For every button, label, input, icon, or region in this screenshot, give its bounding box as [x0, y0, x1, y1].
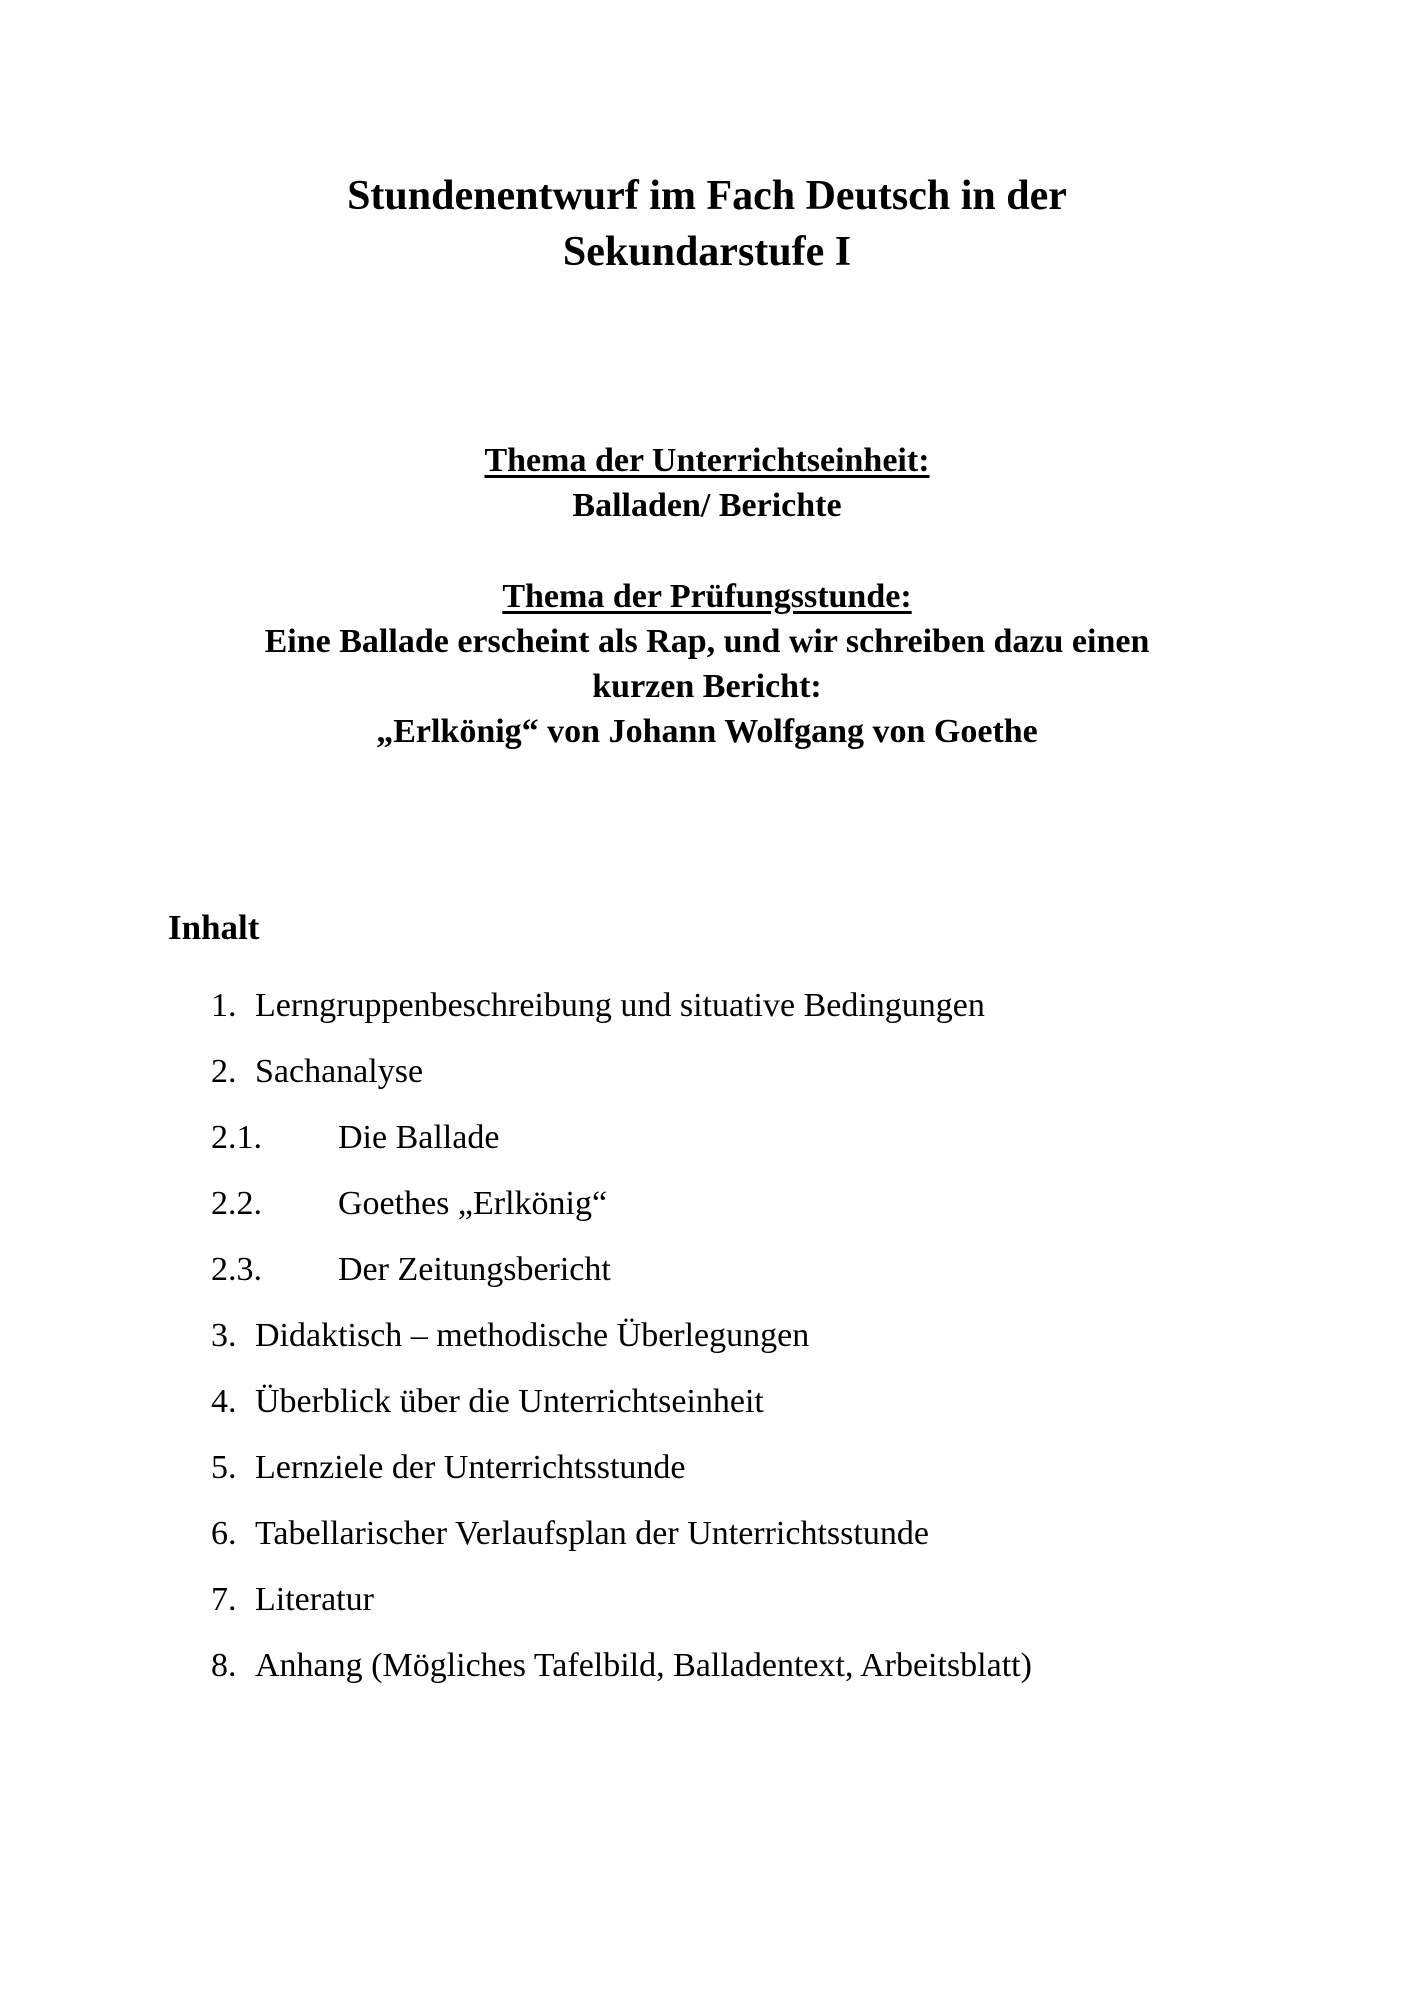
toc-item-text: Tabellarischer Verlaufsplan der Unterrichtsstunde [255, 1515, 929, 1552]
exam-topic-line-1: Eine Ballade erscheint als Rap, und wir schreiben dazu einen [264, 623, 1150, 660]
toc-subitem [0, 1116, 1414, 1182]
unit-topic-heading: Thema der Unterrichtseinheit: [484, 442, 930, 479]
table-of-contents [0, 984, 1414, 1710]
toc-item-number: 6. [211, 1515, 237, 1552]
toc-item-number: 2.2. [211, 1185, 262, 1222]
toc-item [0, 984, 1414, 1050]
toc-item-number: 4. [211, 1383, 237, 1420]
toc-item [0, 1050, 1414, 1116]
toc-subitem [0, 1248, 1414, 1314]
exam-topic-heading: Thema der Prüfungsstunde: [502, 578, 912, 615]
toc-item-number: 3. [211, 1317, 237, 1354]
toc-item-number: 5. [211, 1449, 237, 1486]
unit-topic-section [0, 438, 1414, 528]
toc-item-text: Lerngruppenbeschreibung und situative Bedingungen [255, 987, 985, 1024]
toc-item-text: Sachanalyse [255, 1053, 424, 1090]
toc-item-text: Die Ballade [338, 1119, 500, 1156]
toc-item-text: Überblick über die Unterrichtseinheit [255, 1383, 764, 1420]
toc-item-text: Anhang (Mögliches Tafelbild, Balladentext, Arbeitsblatt) [255, 1647, 1032, 1684]
toc-item-number: 8. [211, 1647, 237, 1684]
toc-item-number: 2.3. [211, 1251, 262, 1288]
toc-item-number: 1. [211, 987, 237, 1024]
toc-item [0, 1380, 1414, 1446]
toc-item [0, 1512, 1414, 1578]
exam-topic-line-2: kurzen Bericht: [592, 668, 822, 705]
exam-topic-section [0, 574, 1414, 754]
toc-item [0, 1446, 1414, 1512]
toc-item-number: 7. [211, 1581, 237, 1618]
exam-topic-line-3: „Erlkönig“ von Johann Wolfgang von Goethe [376, 713, 1038, 750]
toc-item-number: 2. [211, 1053, 237, 1090]
toc-subitem [0, 1182, 1414, 1248]
toc-item-text: Literatur [255, 1581, 374, 1618]
toc-item-text: Didaktisch – methodische Überlegungen [255, 1317, 810, 1354]
toc-item-text: Lernziele der Unterrichtsstunde [255, 1449, 686, 1486]
document-title [0, 168, 1414, 280]
toc-heading: Inhalt [168, 908, 260, 947]
unit-topic-text: Balladen/ Berichte [572, 487, 842, 524]
toc-item [0, 1314, 1414, 1380]
toc-item [0, 1644, 1414, 1710]
toc-item-number: 2.1. [211, 1119, 262, 1156]
toc-item-text: Der Zeitungsbericht [338, 1251, 611, 1288]
document-title-line-1: Stundenentwurf im Fach Deutsch in der [347, 173, 1067, 219]
document-title-line-2: Sekundarstufe I [562, 229, 852, 275]
toc-item-text: Goethes „Erlkönig“ [338, 1185, 608, 1222]
toc-item [0, 1578, 1414, 1644]
